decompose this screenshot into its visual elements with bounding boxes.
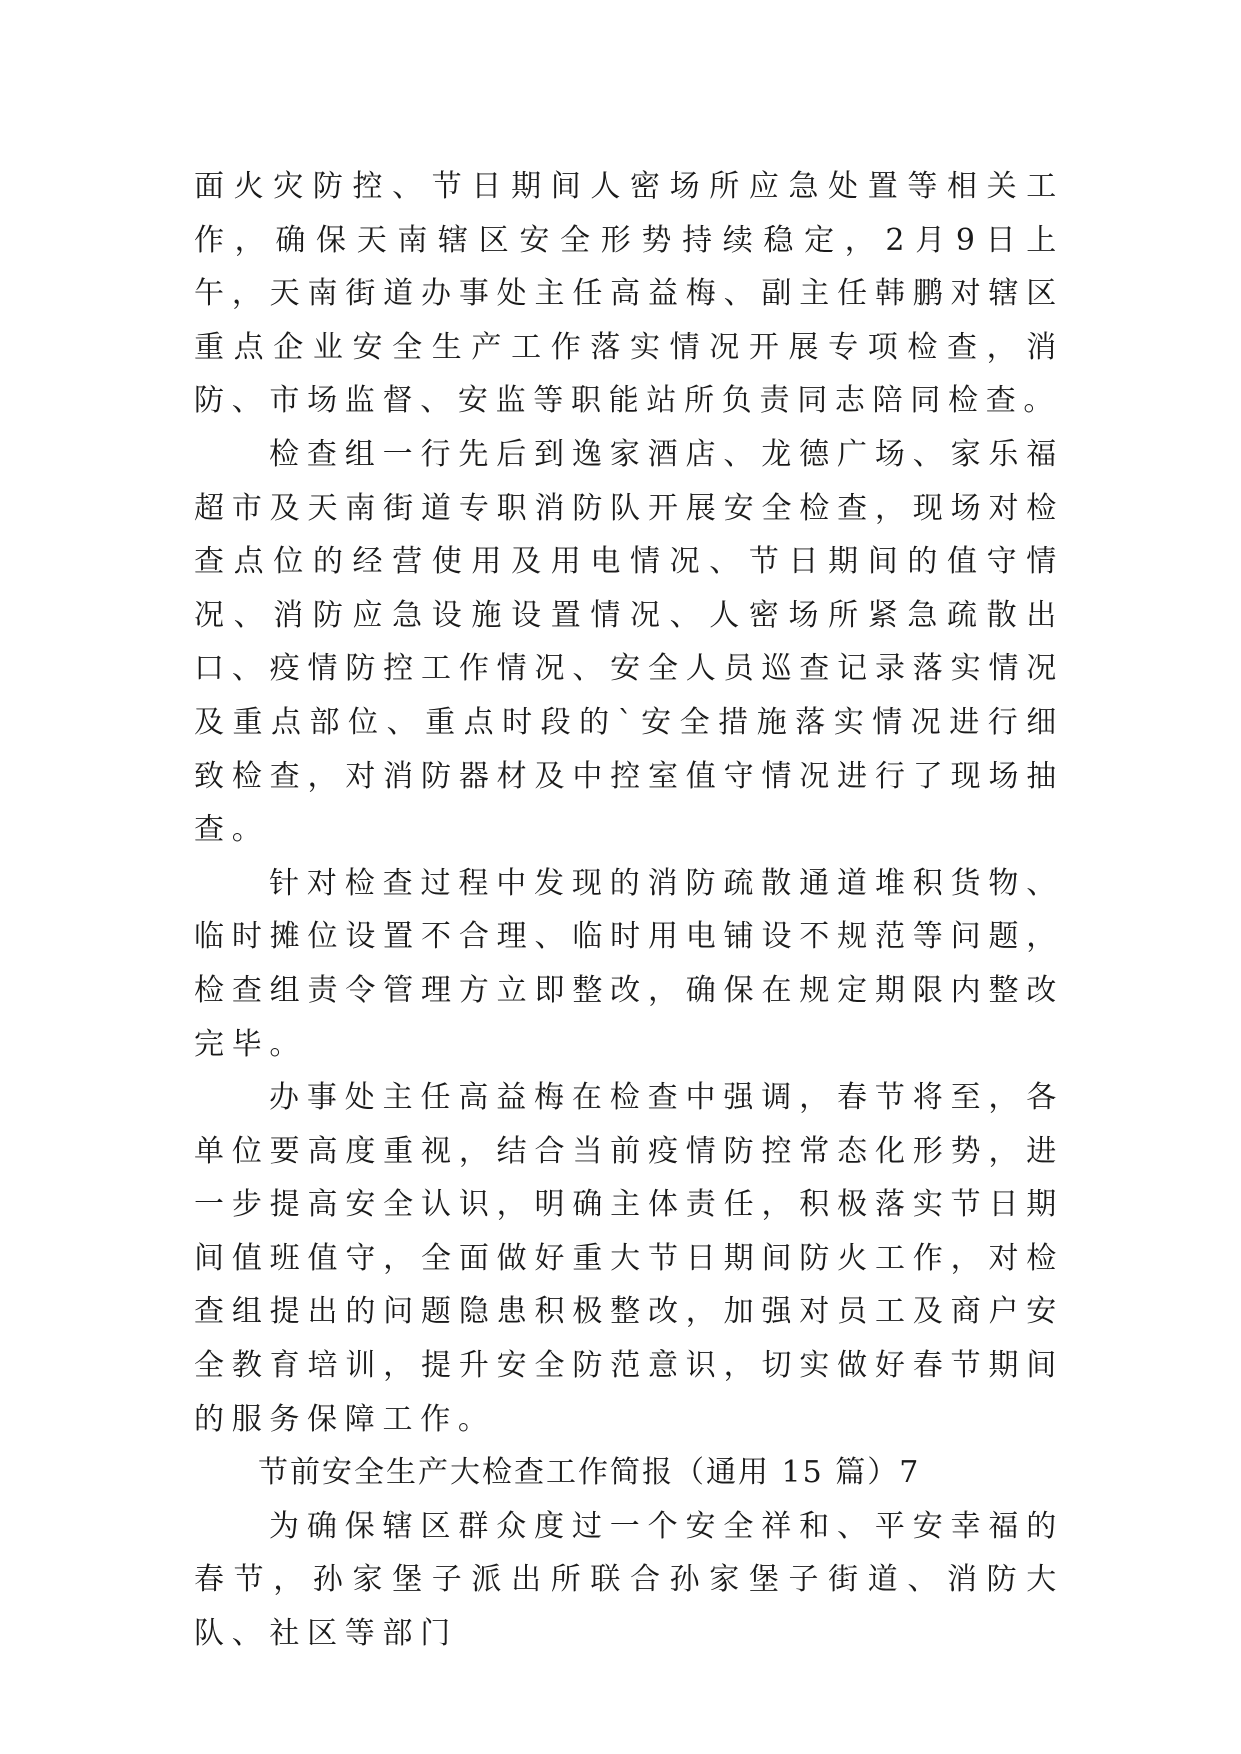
paragraph-continued-fire-prevention: 面火灾防控、节日期间人密场所应急处置等相关工作，确保天南辖区安全形势持续稳定，2月9日上午，天南街道办事处主任高益梅、副主任韩鹏对辖区重点企业安全生产工作落实情况开展专项检查，消防、市场监督、安监等职能站所负责同志陪同检查。	[194, 169, 1064, 419]
document-body	[194, 160, 1064, 1661]
section-heading: 节前安全生产大检查工作简报（通用 15 篇）7	[258, 1455, 921, 1491]
paragraph-director-remarks: 办事处主任高益梅在检查中强调，春节将至，各单位要高度重视，结合当前疫情防控常态化形势，进一步提高安全认识，明确主体责任，积极落实节日期间值班值守，全面做好重大节日期间防火工作，对检查组提出的问题隐患积极整改，加强对员工及商户安全教育培训，提升安全防范意识，切实做好春节期间的服务保障工作。	[194, 1080, 1064, 1437]
paragraph-inspection-sites: 检查组一行先后到逸家酒店、龙德广场、家乐福超市及天南街道专职消防队开展安全检查，现场对检查点位的经营使用及用电情况、节日期间的值守情况、消防应急设施设置情况、人密场所紧急疏散出口、疫情防控工作情况、安全人员巡查记录落实情况及重点部位、重点时段的`安全措施落实情况进行细致检查，对消防器材及中控室值守情况进行了现场抽查。	[194, 436, 1064, 848]
paragraph-police-station-joint-action: 为确保辖区群众度过一个安全祥和、平安幸福的春节，孙家堡子派出所联合孙家堡子街道、消防大队、社区等部门	[194, 1508, 1064, 1652]
paragraph-issues-found: 针对检查过程中发现的消防疏散通道堆积货物、临时摊位设置不合理、临时用电铺设不规范等问题，检查组责令管理方立即整改，确保在规定期限内整改完毕。	[194, 865, 1064, 1062]
